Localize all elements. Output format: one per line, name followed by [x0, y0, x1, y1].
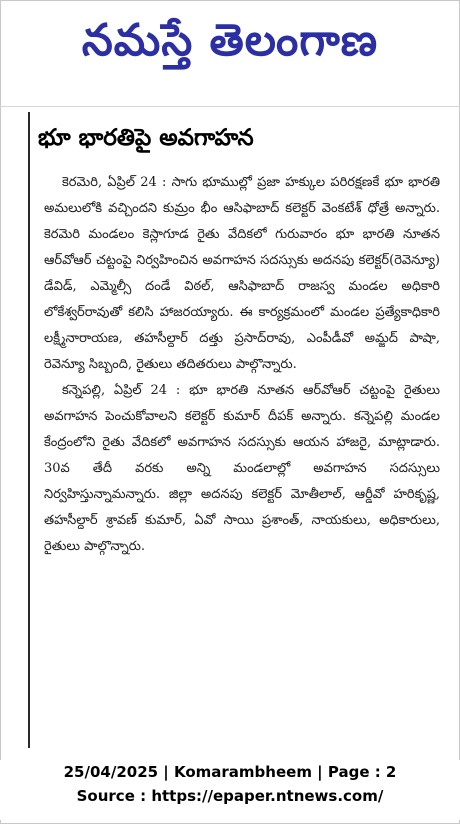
article-paragraph-keramari: కెరమెరి, ఏప్రిల్ 24 : సాగు భూముల్లో ప్రజా హక్కుల పరిరక్షణకే భూ భారతి అమలులోకి వచ్చిందని కుమ్రం భీం ఆసిఫాబాద్ కలెక్టర్ వెంకటేశ్ ధోత్రే అన్నారు. కెరమెరి మండలం కెస్లాగూడ రైతు వేదికలో గురువారం భూ భారతి నూతన ఆర్‌వోఆర్ చట్టంపై నిర్వహించిన అవగాహన సదస్సుకు అదనపు కలెక్టర్(రెవెన్యూ) డేవిడ్, ఎమ్మెల్సీ దండే విఠల్, ఆసిఫాబాద్ రాజస్వ మండల అధికారి లోకేశ్వర్‌రావుతో కలిసి హాజరయ్యారు. ఈ కార్యక్రమంలో మండల ప్రత్యేకాధికారి లక్ష్మీనారాయణ, తహసీల్దార్ దత్తు ప్రసాద్‌రావు, ఎంపీడీవో అమ్జద్ పాషా, రెవెన్యూ సిబ్బంది, రైతులు తదితరులు పాల్గొన్నారు.: [44, 175, 440, 372]
newspaper-masthead: [0, 0, 460, 108]
article-headline: భూ భారతిపై అవగాహన: [38, 125, 254, 151]
news-article: [28, 112, 446, 748]
masthead-divider: [0, 106, 460, 107]
edition-info: 25/04/2025 | Komarambheem | Page : 2: [63, 763, 397, 781]
article-body: [44, 170, 440, 560]
source-link[interactable]: Source : https://epaper.ntnews.com/: [76, 787, 384, 805]
clipping-footer: [0, 760, 460, 820]
newspaper-logo: నమస్తే తెలంగాణ: [81, 15, 379, 66]
article-paragraph-kannepalli: కన్నెపల్లి, ఏప్రిల్ 24 : భూ భారతి నూతన ఆర్‌వోఆర్ చట్టంపై రైతులు అవగాహన పెంచుకోవాలని కలెక్టర్ కుమార్ దీపక్ అన్నారు. కన్నెపల్లి మండల కేంద్రంలోని రైతు వేదికలో అవగాహన సదస్సుకు ఆయన హాజరై, మాట్లాడారు. 30వ తేదీ వరకు అన్ని మండలాల్లో అవగాహన సదస్సులు నిర్వహిస్తున్నామన్నారు. జిల్లా అదనపు కలెక్టర్ మోతీలాల్, ఆర్డీవో హరికృష్ణ, తహసీల్దార్ శ్రావణ్ కుమార్, ఏవో సాయి ప్రశాంత్, నాయకులు, అధికారులు, రైతులు పాల్గొన్నారు.: [44, 383, 440, 554]
